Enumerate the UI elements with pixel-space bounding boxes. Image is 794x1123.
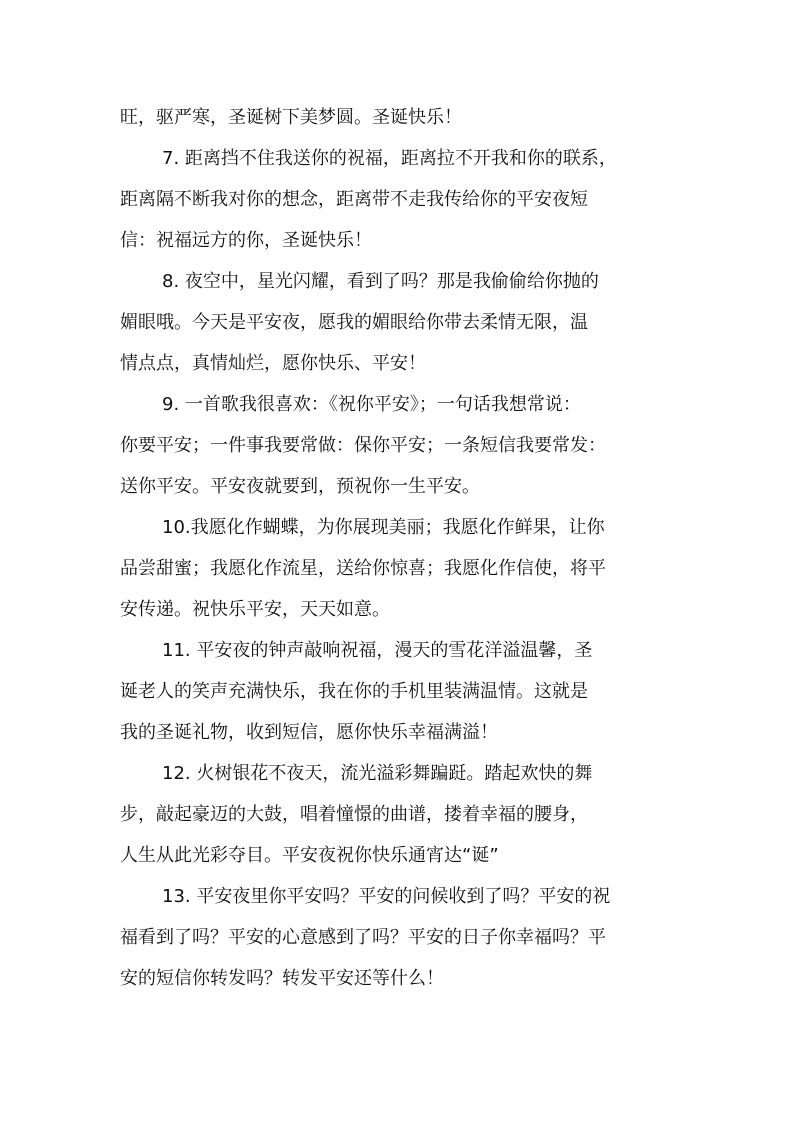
text-line: 福看到了吗？平安的心意感到了吗？平安的日子你幸福吗？平 [120,927,606,948]
text-line: 安的短信你转发吗？转发平安还等什么！ [120,968,444,989]
text-line: 步，敲起豪迈的大鼓，唱着憧憬的曲谱，搂着幸福的腰身， [120,804,588,825]
text-line: 人生从此光彩夺目。平安夜祝你快乐通宵达“诞” [120,845,499,866]
text-line: 安传递。祝快乐平安，天天如意。 [120,599,390,620]
text-line: 8. 夜空中，星光闪耀，看到了吗？那是我偷偷给你抛的 [162,271,599,292]
text-line: 10.我愿化作蝴蝶，为你展现美丽；我愿化作鲜果，让你 [162,517,605,538]
text-line: 9. 一首歌我很喜欢：《祝你平安》；一句话我想常说： [162,394,581,415]
paragraph-12 [120,753,680,876]
paragraph-6-ending [120,97,680,138]
text-line: 12. 火树银花不夜天，流光溢彩舞蹁跹。踏起欢快的舞 [162,763,593,784]
text-line: 品尝甜蜜；我愿化作流星，送给你惊喜；我愿化作信使，将平 [120,558,606,579]
text-line: 送你平安。平安夜就要到，预祝你一生平安。 [120,476,480,497]
text-line: 旺，驱严寒，圣诞树下美梦圆。圣诞快乐！ [120,107,462,128]
text-line: 我的圣诞礼物，收到短信，愿你快乐幸福满溢！ [120,722,498,743]
paragraph-7 [120,138,680,261]
text-line: 距离隔不断我对你的想念，距离带不走我传给你的平安夜短 [120,189,588,210]
text-line: 你要平安；一件事我要常做：保你平安；一条短信我要常发： [120,435,606,456]
paragraph-11 [120,630,680,753]
paragraph-8 [120,261,680,384]
paragraph-9 [120,384,680,507]
paragraph-13 [120,876,680,999]
text-line: 7. 距离挡不住我送你的祝福，距离拉不开我和你的联系， [162,148,617,169]
paragraph-10 [120,507,680,630]
text-line: 诞老人的笑声充满快乐，我在你的手机里装满温情。这就是 [120,681,588,702]
text-line: 媚眼哦。今天是平安夜，愿我的媚眼给你带去柔情无限，温 [120,312,588,333]
text-line: 信：祝福远方的你，圣诞快乐！ [120,230,372,251]
text-line: 情点点，真情灿烂，愿你快乐、平安！ [120,353,426,374]
text-line: 13. 平安夜里你平安吗？平安的问候收到了吗？平安的祝 [162,886,611,907]
document-body [120,97,680,999]
text-line: 11. 平安夜的钟声敲响祝福，漫天的雪花洋溢温馨，圣 [162,640,593,661]
